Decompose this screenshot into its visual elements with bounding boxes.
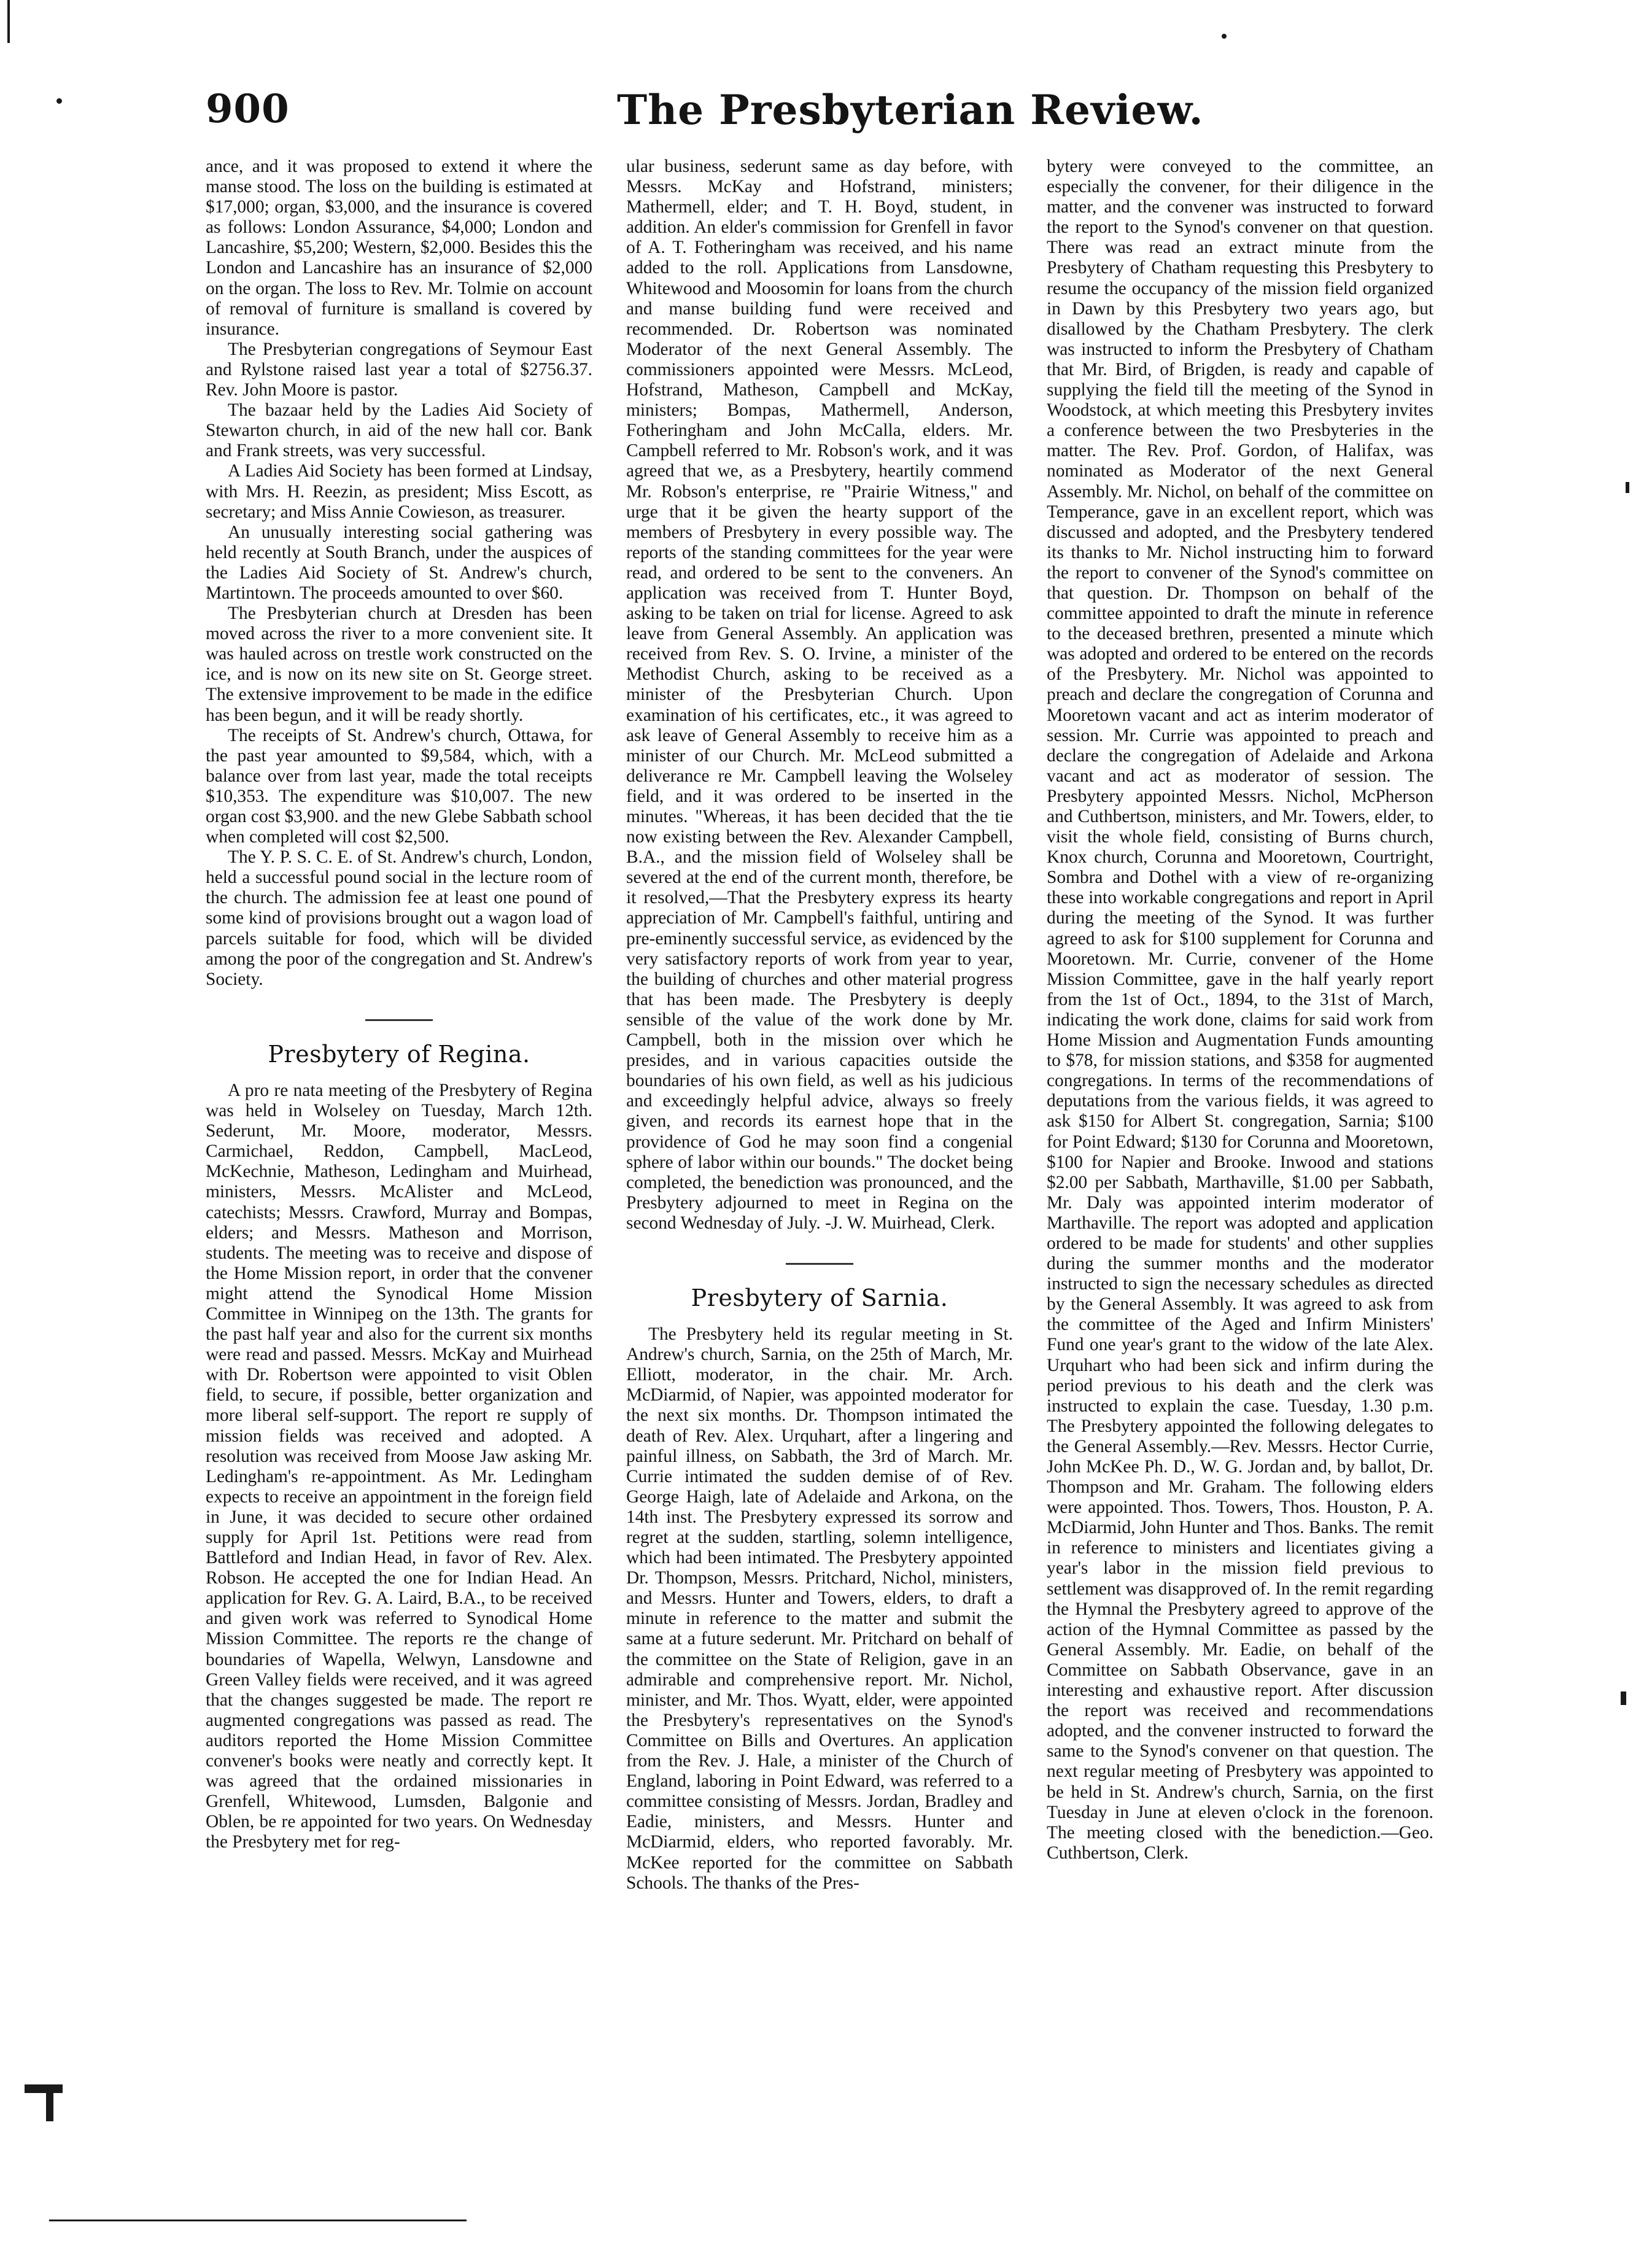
paragraph: The receipts of St. Andrew's church, Ottawa, for the past year amounted to $9,584, which, with a balance over from last year, made the total receipts $10,353. The expenditure was $10,007. The new organ cost $3,900. and the new Glebe Sabbath school when completed will cost $2,500. [206,725,592,847]
page-number: 900 [206,86,290,132]
section-heading: Presbytery of Regina. [268,1040,530,1068]
paragraph: A Ladies Aid Society has been formed at Lindsay, with Mrs. H. Reezin, as president; Miss Escott, as secretary; and Miss Annie Cowieson, as treasurer. [206,461,592,522]
paragraph: ular business, sederunt same as day before, with Messrs. McKay and Hofstrand, ministers; Mathermell, elder; and T. H. Boyd, student, in addition. An elder's commission for Grenfell in favor of A. T. Fotheringham was received, and his name added to the roll. Applications from Lansdowne, Whitewood and Moosomin for loans from the church and manse building fund were received and recommended. Dr. Robertson was nominated Moderator of the next General Assembly. The commissioners appointed were Messrs. McLeod, Hofstrand, Matheson, Campbell and McKay, ministers; Bompas, Mathermell, Anderson, Fotheringham and John McCalla, elders. Mr. Campbell referred to Mr. Robson's work, and it was agreed that we, as a Presbytery, heartily commend Mr. Robson's enterprise, re "Prairie Witness," and urge that it be given the hearty support of the members of Presbytery in every possible way. The reports of the standing committees for the year were read, and ordered to be sent to the conveners. An application was received from T. Hunter Boyd, asking to be taken on trial for license. Agreed to ask leave from General Assembly. An application was received from Rev. S. O. Irvine, a minister of the Methodist Church, asking to be received as a minister of the Presbyterian Church. Upon examination of his certificates, etc., it was agreed to ask leave of General Assembly to receive him as a minister of our Church. Mr. McLeod submitted a deliverance re Mr. Campbell leaving the Wolseley field, and it was ordered to be inserted in the minutes. "Whereas, it has been decided that the tie now existing between the Rev. Alexander Campbell, B.A., and the mission field of Wolseley shall be severed at the end of the current month, therefore, be it resolved,—That the Presbytery express its hearty appreciation of Mr. Campbell's faithful, untiring and pre-eminently successful service, as evidenced by the very satisfactory reports of work from year to year, the building of churches and other material progress that has been made. The Presbytery is deeply sensible of the value of the work done by Mr. Campbell, both in the mission over which he presides, and in various capacities outside the boundaries of his own field, as well as his judicious and exceedingly helpful advice, always so freely given, and records its earnest hope that in the providence of God he may soon find a congenial sphere of labor within our bounds." The docket being completed, the benediction was pronounced, and the Presbytery adjourned to meet in Regina on the second Wednesday of July. -J. W. Muirhead, Clerk. [626,157,1013,1233]
paragraph: ance, and it was proposed to extend it where the manse stood. The loss on the building is estimated at $17,000; organ, $3,000, and the insurance is covered as follows: London Assurance, $4,000; London and Lancashire, $5,200; Western, $2,000. Besides this the London and Lancashire has an insurance of $2,000 on the organ. The loss to Rev. Mr. Tolmie on account of removal of furniture is smalland is covered by insurance. [206,157,592,339]
column-1 [206,157,592,1853]
paragraph: An unusually interesting social gathering was held recently at South Branch, under the auspices of the Ladies Aid Society of St. Andrew's church, Martintown. The proceeds amounted to over $60. [206,522,592,603]
scan-mark [1222,34,1227,39]
paragraph: The Presbyterian church at Dresden has been moved across the river to a more convenient site. It was hauled across on trestle work constructed on the ice, and is now on its new site on St. George street. The extensive improvement to be made in the edifice has been begun, and it will be ready shortly. [206,604,592,725]
scan-mark [1626,482,1629,493]
paragraph: The Presbytery held its regular meeting in St. Andrew's church, Sarnia, on the 25th of March, Mr. Elliott, moderator, in the chair. Mr. Arch. McDiarmid, of Napier, was appointed moderator for the next six months. Dr. Thompson intimated the death of Rev. Alex. Urquhart, after a lingering and painful illness, on Sabbath, the 3rd of March. Mr. Currie intimated the sudden demise of of Rev. George Haigh, late of Adelaide and Arkona, on the 14th inst. The Presbytery expressed its sorrow and regret at the sudden, startling, solemn intelligence, which had been intimated. The Presbytery appointed Dr. Thompson, Messrs. Pritchard, Nichol, ministers, and Messrs. Hunter and Towers, elders, to draft a minute in reference to the matter and submit the same at a future sederunt. Mr. Pritchard on behalf of the committee on the State of Religion, gave in an admirable and comprehensive report. Mr. Nichol, minister, and Mr. Thos. Wyatt, elder, were appointed the Presbytery's representatives on the Synod's Committee on Bills and Overtures. An application from the Rev. J. Hale, a minister of the Church of England, laboring in Point Edward, was referred to a committee consisting of Messrs. Jordan, Bradley and Eadie, ministers, and Messrs. Hunter and McDiarmid, elders, who reported favorably. Mr. McKee reported for the committee on Sabbath Schools. The thanks of the Pres- [626,1324,1013,1893]
section-divider [365,1019,433,1021]
column-2 [626,157,1013,1893]
scan-mark [49,2220,467,2221]
scan-mark [56,98,62,104]
running-head: The Presbyterian Review. [617,86,1204,134]
scan-mark [25,2084,63,2093]
paragraph: The bazaar held by the Ladies Aid Society of Stewarton church, in aid of the new hall cor. Bank and Frank streets, was very successful. [206,400,592,461]
scan-mark [1621,1691,1626,1705]
section-heading: Presbytery of Sarnia. [691,1284,948,1311]
paragraph: bytery were conveyed to the committee, an especially the convener, for their diligence in the matter, and the convener was instructed to forward the report to the Synod's convener on that question. There was read an extract minute from the Presbytery of Chatham requesting this Presbytery to resume the occupancy of the mission field organized in Dawn by this Presbytery two years ago, but disallowed by the Chatham Presbytery. The clerk was instructed to inform the Presbytery of Chatham that Mr. Bird, of Brigden, is ready and capable of supplying the field till the meeting of the Synod in Woodstock, at which meeting this Presbytery invites a conference between the two Presbyteries in the matter. The Rev. Prof. Gordon, of Halifax, was nominated as Moderator of the next General Assembly. Mr. Nichol, on behalf of the committee on Temperance, gave in an excellent report, which was discussed and adopted, and the Presbytery tendered its thanks to Mr. Nichol instructing him to forward the report to convener of the Synod's committee on that question. Dr. Thompson on behalf of the committee appointed to draft the minute in reference to the deceased brethren, presented a minute which was adopted and ordered to be entered on the records of the Presbytery. Mr. Nichol was appointed to preach and declare the congregation of Corunna and Mooretown vacant and act as interim moderator of session. Mr. Currie was appointed to preach and declare the congregation of Adelaide and Arkona vacant and act as moderator of session. The Presbytery appointed Messrs. Nichol, McPherson and Cuthbertson, ministers, and Mr. Towers, elder, to visit the whole field, consisting of Burns church, Knox church, Corunna and Mooretown, Courtright, Sombra and Dothel with a view of re-organizing these into workable congregations and report in April during the meeting of the Synod. It was further agreed to ask for $100 supplement for Corunna and Mooretown. Mr. Currie, convener of the Home Mission Committee, gave in the half yearly report from the 1st of Oct., 1894, to the 31st of March, indicating the work done, claims for said work from Home Mission and Augmentation Funds amounting to $78, for mission stations, and $358 for augmented congregations. In terms of the recommendations of deputations from the various fields, it was agreed to ask $150 for Albert St. congregation, Sarnia; $100 for Point Edward; $130 for Corunna and Mooretown, $100 for Napier and Brooke. Inwood and stations $2.00 per Sabbath, Marthaville, $1.00 per Sabbath, Mr. Daly was appointed interim moderator of Marthaville. The report was adopted and application ordered to be made for students' and other supplies during the summer months and the moderator instructed to sign the necessary schedules as directed by the General Assembly. It was agreed to ask from the committee of the Aged and Infirm Ministers' Fund one year's grant to the widow of the late Alex. Urquhart who had been sick and infirm during the period previous to his death and the clerk was instructed to explain the case. Tuesday, 1.30 p.m. The Presbytery appointed the following delegates to the General Assembly.—Rev. Messrs. Hector Currie, John McKee Ph. D., W. G. Jordan and, by ballot, Dr. Thompson and Mr. Graham. The following elders were appointed. Thos. Towers, Thos. Houston, P. A. McDiarmid, John Hunter and Thos. Banks. The remit in reference to ministers and licentiates giving a year's labor in the mission field previous to settlement was disapproved of. In the remit regarding the Hymnal the Presbytery agreed to approve of the action of the Hymnal Committee as passed by the General Assembly. Mr. Eadie, on behalf of the Committee on Sabbath Observance, gave in an interesting and exhaustive report. After discussion the report was received and recommendations adopted, and the convener instructed to forward the same to the Synod's convener on that question. The next regular meeting of Presbytery was appointed to be held in St. Andrew's church, Sarnia, on the first Tuesday in June at eleven o'clock in the forenoon. The meeting closed with the benediction.—Geo. Cuthbertson, Clerk. [1047,157,1433,1863]
scan-mark [7,0,10,43]
column-3 [1047,157,1433,1863]
paragraph: A pro re nata meeting of the Presbytery of Regina was held in Wolseley on Tuesday, March 12th. Sederunt, Mr. Moore, moderator, Messrs. Carmichael, Reddon, Campbell, MacLeod, McKechnie, Matheson, Ledingham and Muirhead, ministers, Messrs. McAlister and McLeod, catechists; Messrs. Crawford, Murray and Bompas, elders; and Messrs. Matheson and Morrison, students. The meeting was to receive and dispose of the Home Mission report, in order that the convener might attend the Synodical Home Mission Committee in Winnipeg on the 13th. The grants for the past half year and also for the current six months were read and passed. Messrs. McKay and Muirhead with Dr. Robertson were appointed to visit Oblen field, to secure, if possible, better organization and more liberal self-support. The report re supply of mission fields was received and adopted. A resolution was received from Moose Jaw asking Mr. Ledingham's re-appointment. As Mr. Ledingham expects to receive an appointment in the foreign field in June, it was decided to secure other ordained supply for April 1st. Petitions were read from Battleford and Indian Head, in favor of Rev. Alex. Robson. He accepted the one for Indian Head. An application for Rev. G. A. Laird, B.A., to be received and given work was referred to Synodical Home Mission Committee. The reports re the change of boundaries of Wapella, Welwyn, Lansdowne and Green Valley fields were received, and it was agreed that the changes suggested be made. The report re augmented congregations was passed as read. The auditors reported the Home Mission Committee convener's books were neatly and correctly kept. It was agreed that the ordained missionaries in Grenfell, Whitewood, Lumsden, Balgonie and Oblen, be re appointed for two years. On Wednesday the Presbytery met for reg- [206,1080,592,1852]
scan-mark [46,2084,53,2121]
section-divider [786,1263,853,1265]
paragraph: The Y. P. S. C. E. of St. Andrew's church, London, held a successful pound social in the lecture room of the church. The admission fee at least one pound of some kind of provisions brought out a wagon load of parcels suitable for food, which will be divided among the poor of the congregation and St. Andrew's Society. [206,847,592,989]
paragraph: The Presbyterian congregations of Seymour East and Rylstone raised last year a total of $2756.37. Rev. John Moore is pastor. [206,339,592,400]
